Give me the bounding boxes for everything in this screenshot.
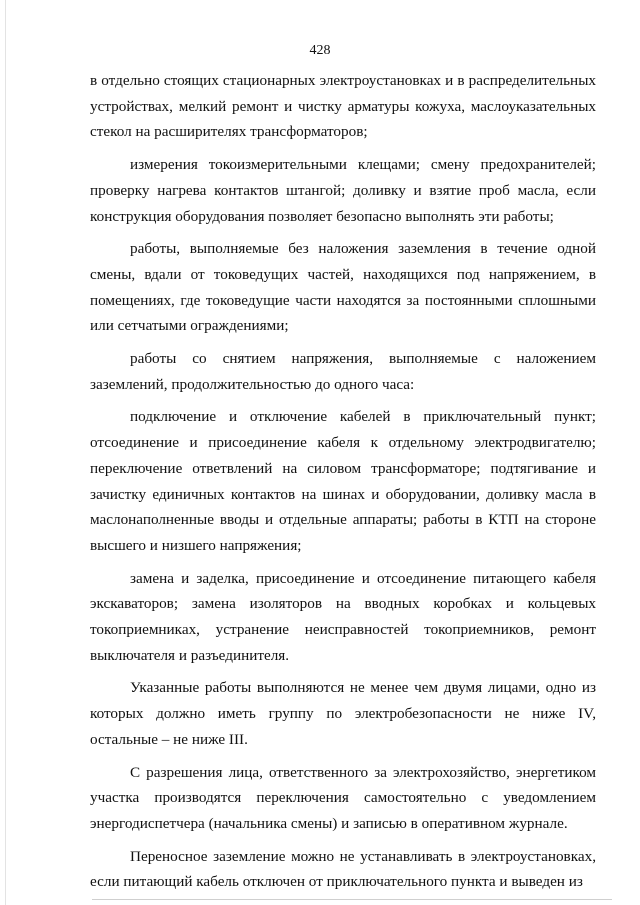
paragraph: работы, выполняемые без наложения заземления в течение одной смены, вдали от токоведущих частей, находящихся под напряжением, в помещениях, где токоведущие части находятся за постоянными сплошными или сетчатыми ограждениями;	[90, 240, 596, 335]
paragraph: подключение и отключение кабелей в приключательный пункт; отсоединение и присоединение кабеля к отдельному электродвигателю; переключение ответвлений на силовом трансформаторе; подтягивание и зачистку единичных контактов на шинах и оборудовании, доливку масла в маслонаполненные вводы и отдельные аппараты; работы в КТП на стороне высшего и низшего напряжения;	[90, 408, 596, 554]
paragraph: работы со снятием напряжения, выполняемые с наложением заземлений, продолжительностью до одного часа:	[90, 350, 596, 393]
paragraph: Переносное заземление можно не устанавливать в электроустановках, если питающий кабель отключен от приключательного пункта и выведен из	[90, 847, 596, 891]
paragraph: С разрешения лица, ответственного за электрохозяйство, энергетиком участка производятся переключения самостоятельно с уведомлением энергодиспетчера (начальника смены) и записью в оперативном журнале.	[90, 763, 596, 832]
paragraph: измерения токоизмерительными клещами; смену предохранителей; проверку нагрева контактов штангой; доливку и взятие проб масла, если конструкция оборудования позволяет безопасно выполнять эти работы;	[90, 156, 596, 225]
document-body	[90, 68, 596, 902]
paragraph-continuation: в отдельно стоящих стационарных электроустановках и в распределительных устройствах, мелкий ремонт и чистку арматуры кожуха, маслоуказательных стекол на расширителях трансформаторов;	[90, 72, 596, 141]
scan-bottom-edge	[92, 899, 612, 900]
paragraph: замена и заделка, присоединение и отсоединение питающего кабеля экскаваторов; замена изоляторов на вводных коробках и кольцевых токоприемниках, устранение неисправностей токоприемников, ремонт выключателя и разъединителя.	[90, 569, 596, 664]
page-number: 428	[309, 43, 331, 58]
scan-left-edge	[5, 0, 6, 905]
paragraph: Указанные работы выполняются не менее чем двумя лицами, одно из которых должно иметь группу по электробезопасности не ниже IV, остальные – не ниже III.	[90, 679, 596, 748]
